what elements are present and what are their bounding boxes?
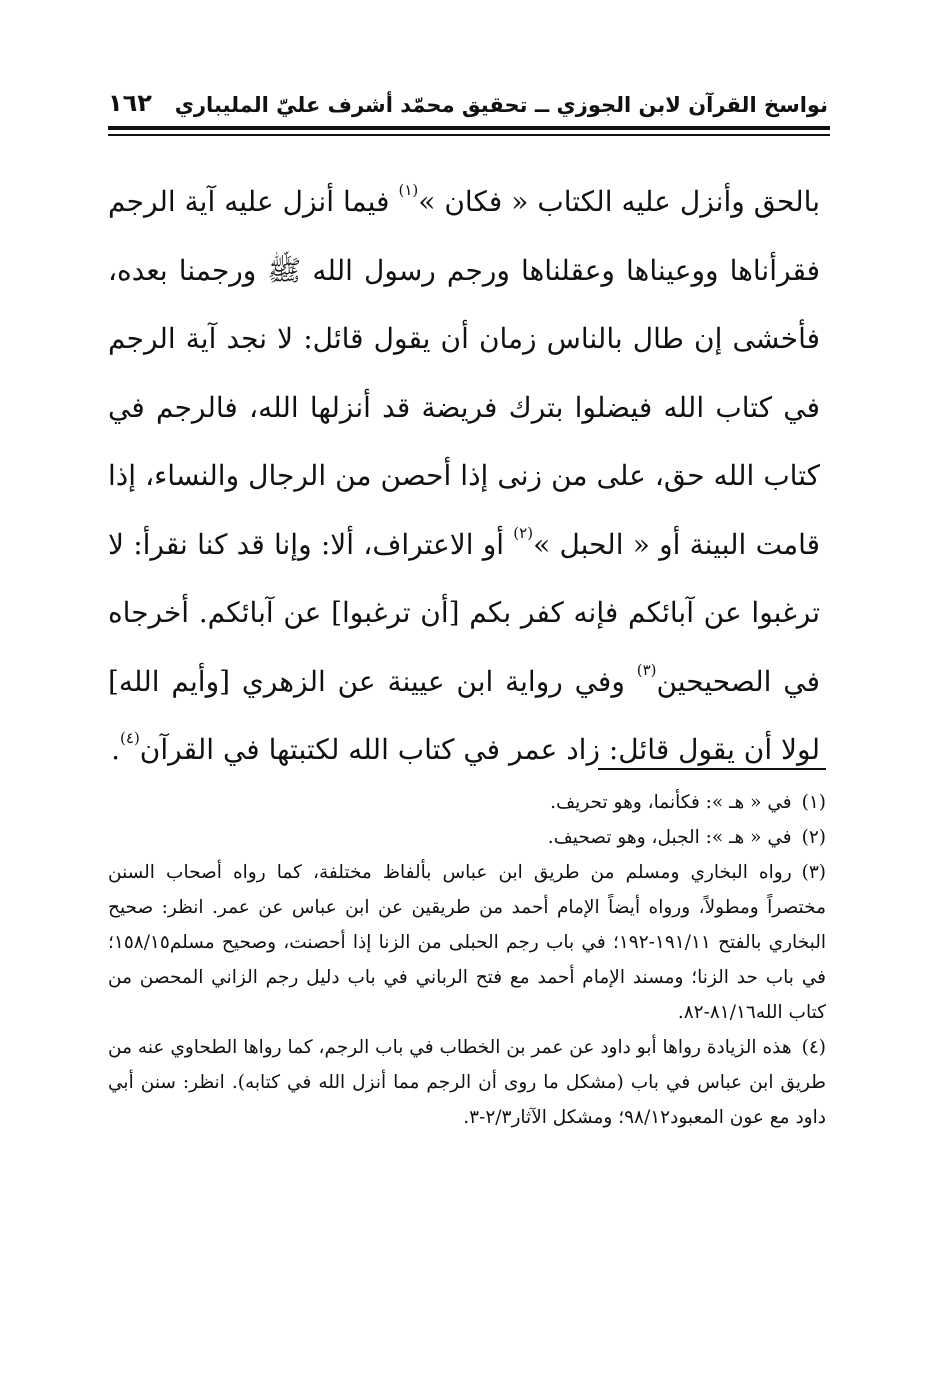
text-segment: . (111, 733, 121, 766)
footnote-4 (108, 1030, 826, 1135)
text-segment: بالحق وأنزل عليه الكتاب « فكان » (418, 185, 820, 218)
running-header (108, 84, 828, 124)
header-rule-thin (108, 134, 830, 136)
footnote-2 (108, 820, 826, 855)
header-title: نواسخ القرآن لابن الجوزي ــ تحقيق محمّد أشرف عليّ المليباري (174, 93, 828, 117)
footnote-number: (٤) (801, 1037, 826, 1058)
footnote-ref-2: (٢) (513, 523, 534, 542)
footnote-1 (108, 785, 826, 820)
footnote-number: (١) (801, 792, 826, 813)
footnote-text: رواه البخاري ومسلم من طريق ابن عباس بألفاظ مختلفة، كما رواه أصحاب السنن مختصراً ومطولاً، ورواه أيضاً الإمام أحمد من طريقين عن ابن عباس عن عمر. انظر: صحيح البخاري بالفتح ١٩١/١١-١٩٢؛ في باب رجم الحبلى من الزنا إذا أحصنت، وصحيح مسلم١٥٨/١٥؛ في باب حد الزنا؛ ومسند الإمام أحمد مع فتح الرباني في باب دليل رجم الزاني المحصن من كتاب الله٨١/١٦-٨٢. (108, 862, 826, 1023)
footnote-ref-3: (٣) (636, 660, 657, 679)
main-text (108, 168, 820, 785)
footnote-ref-1: (١) (398, 181, 419, 199)
footnote-number: (٣) (801, 862, 826, 883)
footnote-ref-4: (٤) (120, 729, 140, 747)
text-segment: فيما أنزل عليه آية الرجم فقرأناها ووعيناها وعقلناها ورجم رسول الله ﷺ ورجمنا بعده، فأخشى إن طال بالناس زمان أن يقول قائل: لا نجد آية الرجم في كتاب الله فيضلوا بترك فريضة قد أنزلها الله، فالرجم في كتاب الله حق، على من زنى إذا أحصن من الرجال والنساء، إذا قامت البينة أو « الحبل » (108, 185, 820, 561)
page-number: ١٦٢ (108, 89, 152, 117)
footnote-number: (٢) (801, 827, 826, 848)
header-rule-thick (108, 126, 830, 130)
footnote-3 (108, 855, 826, 1030)
text-segment: أو الاعتراف، ألا: وإنا قد كنا نقرأ: لا ترغبوا عن آبائكم فإنه كفر بكم [أن ترغبوا] عن آبائكم. أخرجاه في الصحيحين (108, 527, 821, 698)
footnote-text: في « هـ »: فكأنما، وهو تحريف. (550, 792, 792, 813)
footnote-separator (598, 768, 826, 770)
main-paragraph (108, 168, 820, 785)
footnotes (108, 785, 826, 1135)
footnote-text: في « هـ »: الجبل، وهو تصحيف. (547, 827, 792, 848)
footnote-text: هذه الزيادة رواها أبو داود عن عمر بن الخطاب في باب الرجم، كما رواها الطحاوي عنه من طريق ابن عباس في باب (مشكل ما روى أن الرجم مما أنزل الله في كتابه). انظر: سنن أبي داود مع عون المعبود٩٨/١٢؛ ومشكل الآثار٢/٣-٣. (108, 1037, 826, 1128)
text-segment: وفي رواية ابن عيينة عن الزهري [وأيم الله] لولا أن يقول قائل: زاد عمر في كتاب الله لكتبتها في القرآن (108, 664, 820, 766)
